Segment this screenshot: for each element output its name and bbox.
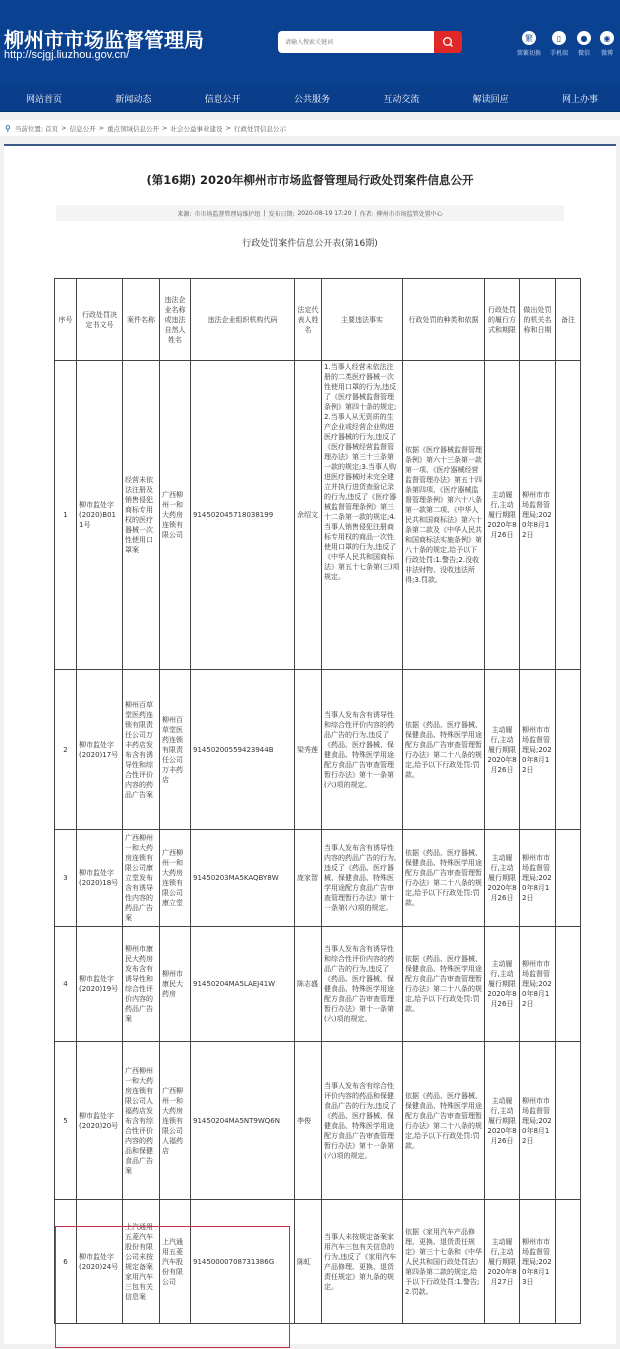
cell-doc-no: 柳市监处字(2020)20号 — [77, 1042, 123, 1200]
cell-authority: 柳州市市场监督管理局;2020年8月13日 — [520, 1200, 556, 1324]
cell-legal-rep: 陈志盛 — [295, 927, 322, 1042]
cell-authority: 柳州市市场监督管理局;2020年8月12日 — [520, 927, 556, 1042]
weibo-label: 微博 — [600, 50, 613, 57]
translate-button[interactable] — [517, 31, 541, 57]
cell-case-name: 柳州百草堂医药连锁有限责任公司万丰药店发布含有诱导性和综合性评价内容的药品广告案 — [123, 670, 160, 830]
cell-org-code: 91450000708731386G — [191, 1200, 295, 1324]
cell-org-code: 91450203MA5KAQBY8W — [191, 830, 295, 927]
search-input[interactable] — [278, 31, 434, 53]
cell-no: 6 — [55, 1200, 77, 1324]
cell-case-name: 广西柳州一和大药房连锁有限公司人福药店发布含有综合性评价内容的药品和保健食品广告案 — [123, 1042, 160, 1200]
cell-penalty: 依据《药品、医疗器械、保健食品、特殊医学用途配方食品广告审查管理暂行办法》第二十八条的规定,给予以下行政处罚:罚款。 — [403, 1042, 485, 1200]
search-button[interactable] — [434, 31, 462, 53]
cell-facts: 当事人发布含有综合性评价内容的药品和保健食品广告的行为,违反了《药品、医疗器械、保健食品、特殊医学用途配方食品广告审查管理暂行办法》第十一条第(六)项的规定。 — [322, 1042, 403, 1200]
cell-case-name: 经营未依法注册及销售侵犯商标专用权的医疗器械一次性使用口罩案 — [123, 361, 160, 670]
nav-item-services[interactable]: 公共服务 — [293, 94, 330, 105]
date-label: 发布日期: — [268, 210, 295, 218]
cell-legal-rep: 余绍文 — [295, 361, 322, 670]
header-facts: 主要违法事实 — [322, 279, 403, 361]
cell-authority: 柳州市市场监督管理局;2020年8月12日 — [520, 1042, 556, 1200]
site-header — [0, 0, 620, 85]
breadcrumb-home[interactable]: 首页 — [45, 124, 59, 133]
header-execution: 行政处罚的履行方式和期限 — [485, 279, 520, 361]
cell-penalty: 依据《药品、医疗器械、保健食品、特殊医学用途配方食品广告审查管理暂行办法》第二十八条的规定,给予以下行政处罚:罚款。 — [403, 830, 485, 927]
search-box — [278, 31, 462, 53]
wechat-label: 微信 — [577, 50, 590, 57]
header-org-code: 违法企业组织机构代码 — [191, 279, 295, 361]
cell-doc-no: 柳市监处字(2020)18号 — [77, 830, 123, 927]
meta-divider: | — [263, 209, 266, 217]
nav-item-online-service[interactable]: 网上办事 — [561, 94, 598, 105]
cell-doc-no: 柳市监处字(2020)17号 — [77, 670, 123, 830]
nav-item-news[interactable]: 新闻动态 — [115, 94, 152, 105]
breadcrumb-separator: > — [98, 124, 105, 132]
cell-doc-no: 柳市监处字(2020)19号 — [77, 927, 123, 1042]
cell-facts: 1.当事人经营未依法注册的二类医疗器械一次性使用口罩的行为,违反了《医疗器械监督管理条例》第四十条的规定;2.当事人从无资质的生产企业或经营企业购进医疗器械的行为,违反了《医疗器械经营监督管理办法》第三十三条第一款的规定;3.当事人购进医疗器械时未完全建立并执行进货查验记录的行为,违反了《医疗器械监督管理条例》第三十二条第一款的规定;4.当事人销售侵犯注册商标专用权的商品一次性使用口罩的行为,违反了《中华人民共和国商标法》第五十七条第(三)项规定。 — [322, 361, 403, 670]
page-title: (第16期) 2020年柳州市市场监督管理局行政处罚案件信息公开 — [146, 173, 474, 187]
cell-party: 上汽通用五菱汽车股份有限公司 — [160, 1200, 191, 1324]
breadcrumb — [0, 120, 620, 136]
wechat-icon: ● — [577, 31, 591, 45]
mobile-button[interactable] — [550, 31, 568, 57]
header-tools — [517, 31, 614, 57]
cell-no: 4 — [55, 927, 77, 1042]
search-icon — [442, 36, 454, 48]
cell-org-code: 91450204MA5LAEJ41W — [191, 927, 295, 1042]
main-nav — [0, 85, 620, 112]
weibo-icon: ◉ — [600, 31, 614, 45]
cell-no: 2 — [55, 670, 77, 830]
header-case-name: 案件名称 — [123, 279, 160, 361]
cell-authority: 柳州市市场监督管理局;2020年8月12日 — [520, 670, 556, 830]
site-title[interactable]: 柳州市市场监督管理局 — [4, 28, 204, 52]
cell-execution: 主动履行,主动履行期限2020年8月26日 — [485, 361, 520, 670]
cell-doc-no: 柳市监处字(2020)B011号 — [77, 361, 123, 670]
header-penalty: 行政处罚的种类和依据 — [403, 279, 485, 361]
cell-remark — [556, 830, 581, 927]
table-caption: 行政处罚案件信息公开表(第16期) — [242, 239, 378, 249]
cell-execution: 主动履行,主动履行期限2020年8月27日 — [485, 1200, 520, 1324]
table-row — [55, 361, 581, 670]
table-row — [55, 670, 581, 830]
cell-execution: 主动履行,主动履行期限2020年8月26日 — [485, 830, 520, 927]
author-value: 柳州市市场监管处置中心 — [376, 210, 443, 218]
header-doc-no: 行政处罚决定书文号 — [77, 279, 123, 361]
cell-no: 1 — [55, 361, 77, 670]
source-value: 市市场监督管理局维护组 — [194, 210, 261, 218]
cell-facts: 当事人发布含有诱导性和综合性评价内容的药品广告的行为,违反了《药品、医疗器械、保健食品、特殊医学用途配方食品广告审查管理暂行办法》第十一条第(六)项的规定。 — [322, 670, 403, 830]
cell-org-code: 91450204MA5NT9WQ6N — [191, 1042, 295, 1200]
cell-remark — [556, 927, 581, 1042]
cell-remark — [556, 361, 581, 670]
cell-party: 柳州市康民大药房 — [160, 927, 191, 1042]
wechat-button[interactable] — [577, 31, 591, 57]
breadcrumb-penalty-info[interactable]: 行政处罚信息公示 — [233, 124, 286, 133]
cell-authority: 柳州市市场监督管理局;2020年8月12日 — [520, 361, 556, 670]
cell-legal-rep: 梁秀莲 — [295, 670, 322, 830]
cell-org-code: 91450200559423944B — [191, 670, 295, 830]
cell-no: 3 — [55, 830, 77, 927]
site-url[interactable]: http://scjgj.liuzhou.gov.cn/ — [4, 49, 130, 61]
mobile-label: 手机端 — [549, 50, 568, 57]
cell-party: 广西柳州一和大药房连锁有限公司人福药店 — [160, 1042, 191, 1200]
header-remark: 备注 — [556, 279, 581, 361]
breadcrumb-public-welfare[interactable]: 社会公益事业建设 — [170, 124, 223, 133]
cell-case-name: 柳州市康民大药房发布含有诱导性和综合性评价内容的药品广告案 — [123, 927, 160, 1042]
table-header-row — [55, 279, 581, 361]
nav-item-home[interactable]: 网站首页 — [26, 94, 63, 105]
cell-penalty: 依据《医疗器械监督管理条例》第六十三条第一款第一项、《医疗器械经营监督管理办法》第五十四条第四项、《医疗器械监督管理条例》第六十八条第一款第二项、《中华人民共和国商标法》第六十条第二款及《中华人民共和国商标法实施条例》第八十条的规定,给予以下行政处罚:1.警告;2.没收非法财物、没收违法所得;3.罚款。 — [403, 361, 485, 670]
nav-item-interaction[interactable]: 互动交流 — [383, 94, 420, 105]
cell-legal-rep: 陈虹 — [295, 1200, 322, 1324]
location-pin-icon: ⚲ — [5, 123, 11, 133]
cell-org-code: 914502045718038199 — [191, 361, 295, 670]
breadcrumb-separator: > — [225, 124, 231, 132]
cell-party: 广西柳州一和大药房连锁有限公司康立堂 — [160, 830, 191, 927]
nav-item-interpretation[interactable]: 解读回应 — [472, 94, 509, 105]
cell-legal-rep: 庞家智 — [295, 830, 322, 927]
cell-doc-no: 柳市监处字(2020)24号 — [77, 1200, 123, 1324]
cell-case-name: 广西柳州一和大药房连锁有限公司康立堂发布含有诱导性内容的药品广告案 — [123, 830, 160, 927]
translate-icon: 繁 — [522, 31, 536, 45]
source-label: 来源: — [177, 210, 192, 218]
cell-penalty: 依据《家用汽车产品修理、更换、退货责任规定》第三十七条和《中华人民共和国行政处罚法》第四条第二款的规定,给予以下行政处罚:1.警告;2.罚款。 — [403, 1200, 485, 1324]
table-row — [55, 927, 581, 1042]
breadcrumb-key-areas[interactable]: 重点领域信息公开 — [107, 124, 160, 133]
cell-authority: 柳州市市场监督管理局;2020年8月12日 — [520, 830, 556, 927]
nav-item-info[interactable]: 信息公开 — [204, 94, 241, 105]
cell-remark — [556, 1042, 581, 1200]
table-row — [55, 830, 581, 927]
cell-remark — [556, 1200, 581, 1324]
cell-party: 广西柳州一和大药房连锁有限公司 — [160, 361, 191, 670]
header-no: 序号 — [55, 279, 77, 361]
cell-case-name: 上汽通用五菱汽车股份有限公司未按规定备案家用汽车三包有关信息案 — [123, 1200, 160, 1324]
header-legal-rep: 法定代表人姓名 — [295, 279, 322, 361]
cell-execution: 主动履行,主动履行期限2020年8月26日 — [485, 670, 520, 830]
article-meta — [56, 205, 564, 221]
cell-remark — [556, 670, 581, 830]
cell-facts: 当事人未按规定备案家用汽车三包有关信息的行为,违反了《家用汽车产品修理、更换、退货责任规定》第九条的规定。 — [322, 1200, 403, 1324]
table-row-highlighted — [55, 1200, 581, 1324]
header-party: 违法企业名称或违法自然人姓名 — [160, 279, 191, 361]
date-value: 2020-08-19 17:20 — [297, 209, 352, 217]
cell-no: 5 — [55, 1042, 77, 1200]
breadcrumb-label: 当前位置: — [14, 124, 44, 133]
translate-label: 简繁切换 — [516, 50, 541, 57]
breadcrumb-info-public[interactable]: 信息公开 — [69, 124, 96, 133]
author-label: 作者: — [359, 210, 374, 218]
penalty-table — [54, 278, 581, 1324]
cell-facts: 当事人发布含有诱导性和综合性评价内容的药品广告的行为,违反了《药品、医疗器械、保健食品、特殊医学用途配方食品广告审查管理暂行办法》第十一条第(六)项的规定。 — [322, 927, 403, 1042]
cell-facts: 当事人发布含有诱导性内容的药品广告的行为,违反了《药品、医疗器械、保健食品、特殊医学用途配方食品广告审查管理暂行办法》第十一条第(六)项的规定。 — [322, 830, 403, 927]
meta-divider: | — [354, 209, 357, 217]
breadcrumb-separator: > — [61, 124, 67, 132]
cell-execution: 主动履行,主动履行期限2020年8月26日 — [485, 1042, 520, 1200]
table-row — [55, 1042, 581, 1200]
cell-penalty: 依据《药品、医疗器械、保健食品、特殊医学用途配方食品广告审查管理暂行办法》第二十八条的规定,给予以下行政处罚:罚款。 — [403, 927, 485, 1042]
cell-execution: 主动履行,主动履行期限2020年8月26日 — [485, 927, 520, 1042]
mobile-icon: ▯ — [552, 31, 566, 45]
cell-legal-rep: 李俊 — [295, 1042, 322, 1200]
cell-party: 柳州百草堂医药连锁有限责任公司万丰药店 — [160, 670, 191, 830]
cell-penalty: 依据《药品、医疗器械、保健食品、特殊医学用途配方食品广告审查管理暂行办法》第二十八条的规定,给予以下行政处罚:罚款。 — [403, 670, 485, 830]
header-authority: 做出处罚的机关名称和日期 — [520, 279, 556, 361]
weibo-button[interactable] — [600, 31, 614, 57]
breadcrumb-separator: > — [162, 124, 168, 132]
